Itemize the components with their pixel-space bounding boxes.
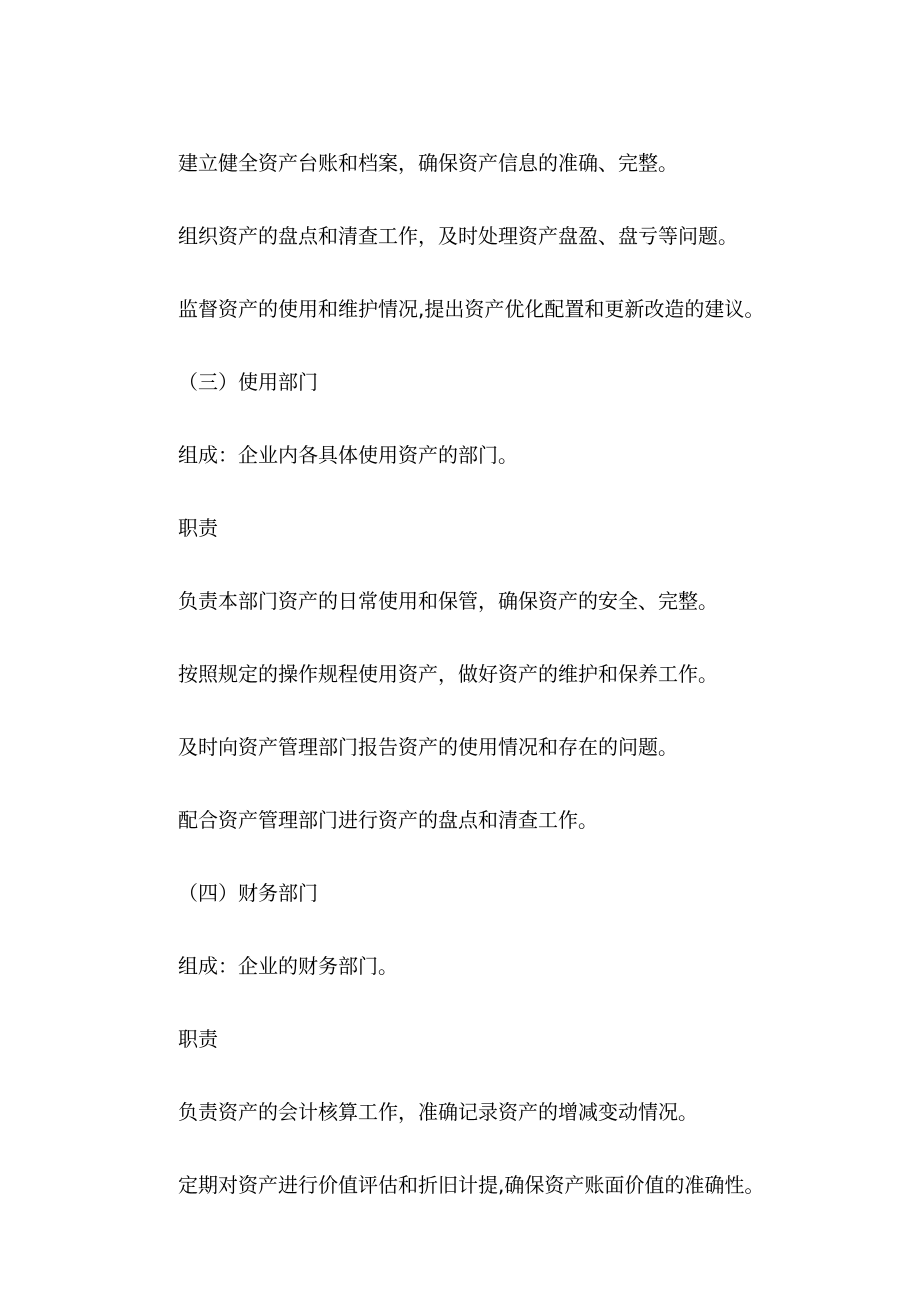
paragraph-line: 组织资产的盘点和清查工作，及时处理资产盘盈、盘亏等问题。 bbox=[178, 224, 738, 248]
section-heading-finance-department: （四）财务部门 bbox=[178, 881, 318, 905]
paragraph-line: 组成：企业内各具体使用资产的部门。 bbox=[178, 443, 518, 467]
paragraph-line: 配合资产管理部门进行资产的盘点和清查工作。 bbox=[178, 808, 598, 832]
paragraph-line: 建立健全资产台账和档案，确保资产信息的准确、完整。 bbox=[178, 151, 678, 175]
section-heading-usage-department: （三）使用部门 bbox=[178, 370, 318, 394]
paragraph-line: 负责资产的会计核算工作，准确记录资产的增减变动情况。 bbox=[178, 1100, 698, 1124]
paragraph-line: 及时向资产管理部门报告资产的使用情况和存在的问题。 bbox=[178, 735, 678, 759]
paragraph-line: 负责本部门资产的日常使用和保管，确保资产的安全、完整。 bbox=[178, 589, 718, 613]
paragraph-line: 组成：企业的财务部门。 bbox=[178, 954, 398, 978]
paragraph-line: 定期对资产进行价值评估和折旧计提,确保资产账面价值的准确性。 bbox=[178, 1173, 765, 1197]
paragraph-line: 监督资产的使用和维护情况,提出资产优化配置和更新改造的建议。 bbox=[178, 297, 765, 321]
paragraph-line: 按照规定的操作规程使用资产，做好资产的维护和保养工作。 bbox=[178, 662, 718, 686]
responsibilities-label: 职责 bbox=[178, 1027, 218, 1051]
responsibilities-label: 职责 bbox=[178, 516, 218, 540]
